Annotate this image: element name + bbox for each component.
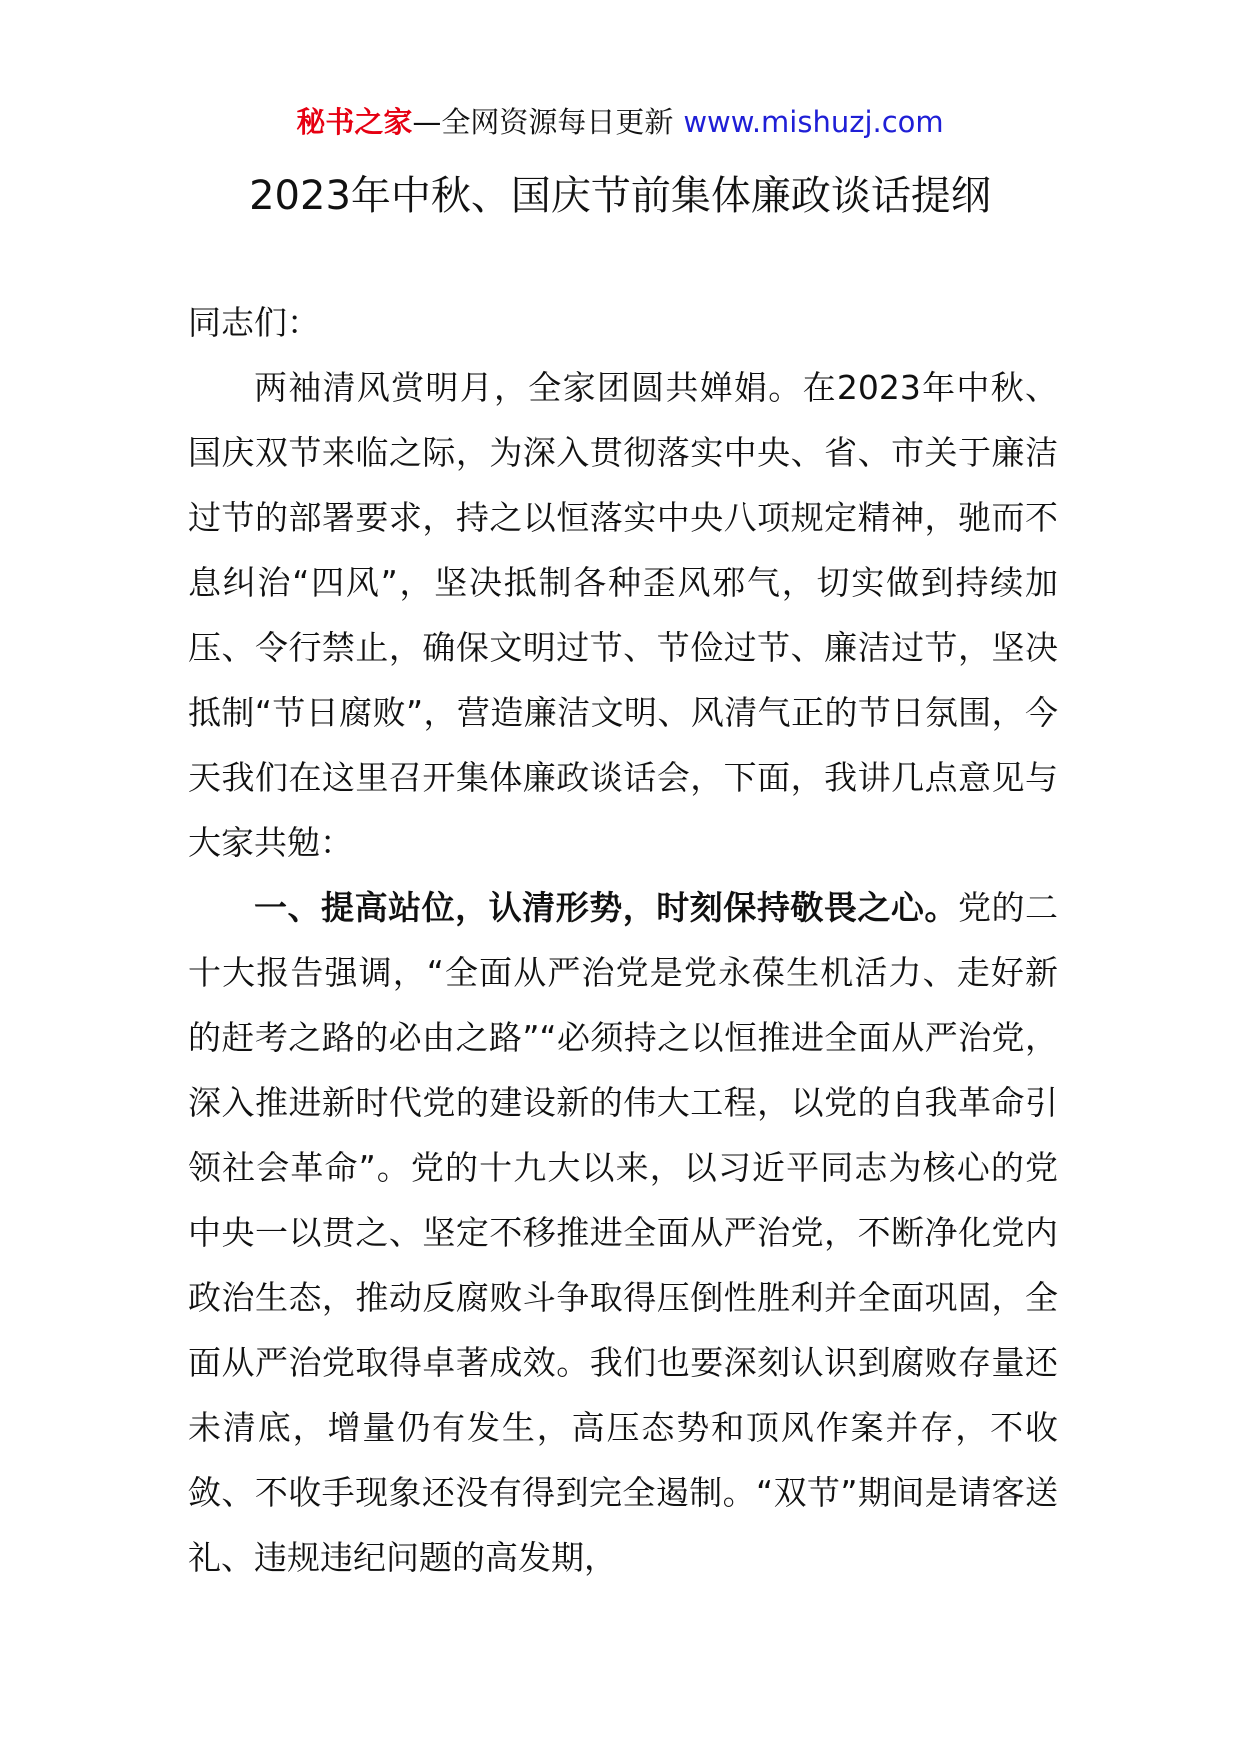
section-1-text: 党的二十大报告强调，“全面从严治党是党永葆生机活力、走好新的赶考之路的必由之路”“必须持之以恒推进全面从严治党，深入推进新时代党的建设新的伟大工程，以党的自我革命引领社会革命”。党的十九大以来，以习近平同志为核心的党中央一以贯之、坚定不移推进全面从严治党，不断净化党内政治生态，推动反腐败斗争取得压倒性胜利并全面巩固，全面从严治党取得卓著成效。我们也要深刻认识到腐败存量还未清底，增量仍有发生，高压态势和顶风作案并存，不收敛、不收手现象还没有得到完全遏制。“双节”期间是请客送礼、违规违纪问题的高发期， [188, 888, 1059, 1577]
brand-name: 秘书之家 [296, 105, 413, 139]
section-1-heading: 一、提高站位，认清形势，时刻保持敬畏之心。 [254, 888, 958, 927]
section-1-paragraph [188, 875, 1058, 1590]
site-header [0, 102, 1240, 142]
document-title: 2023年中秋、国庆节前集体廉政谈话提纲 [249, 173, 991, 219]
intro-paragraph: 两袖清风赏明月，全家团圆共婵娟。在2023年中秋、国庆双节来临之际，为深入贯彻落实中央、省、市关于廉洁过节的部署要求，持之以恒落实中央八项规定精神，驰而不息纠治“四风”，坚决抵制各种歪风邪气，切实做到持续加压、令行禁止，确保文明过节、节俭过节、廉洁过节，坚决抵制“节日腐败”，营造廉洁文明、风清气正的节日氛围，今天我们在这里召开集体廉政谈话会，下面，我讲几点意见与大家共勉： [188, 368, 1058, 862]
document-body [188, 290, 1058, 1590]
site-tagline: —全网资源每日更新 [412, 105, 674, 139]
salutation: 同志们： [188, 303, 320, 342]
site-url-link[interactable]: www.mishuzj.com [683, 105, 944, 139]
